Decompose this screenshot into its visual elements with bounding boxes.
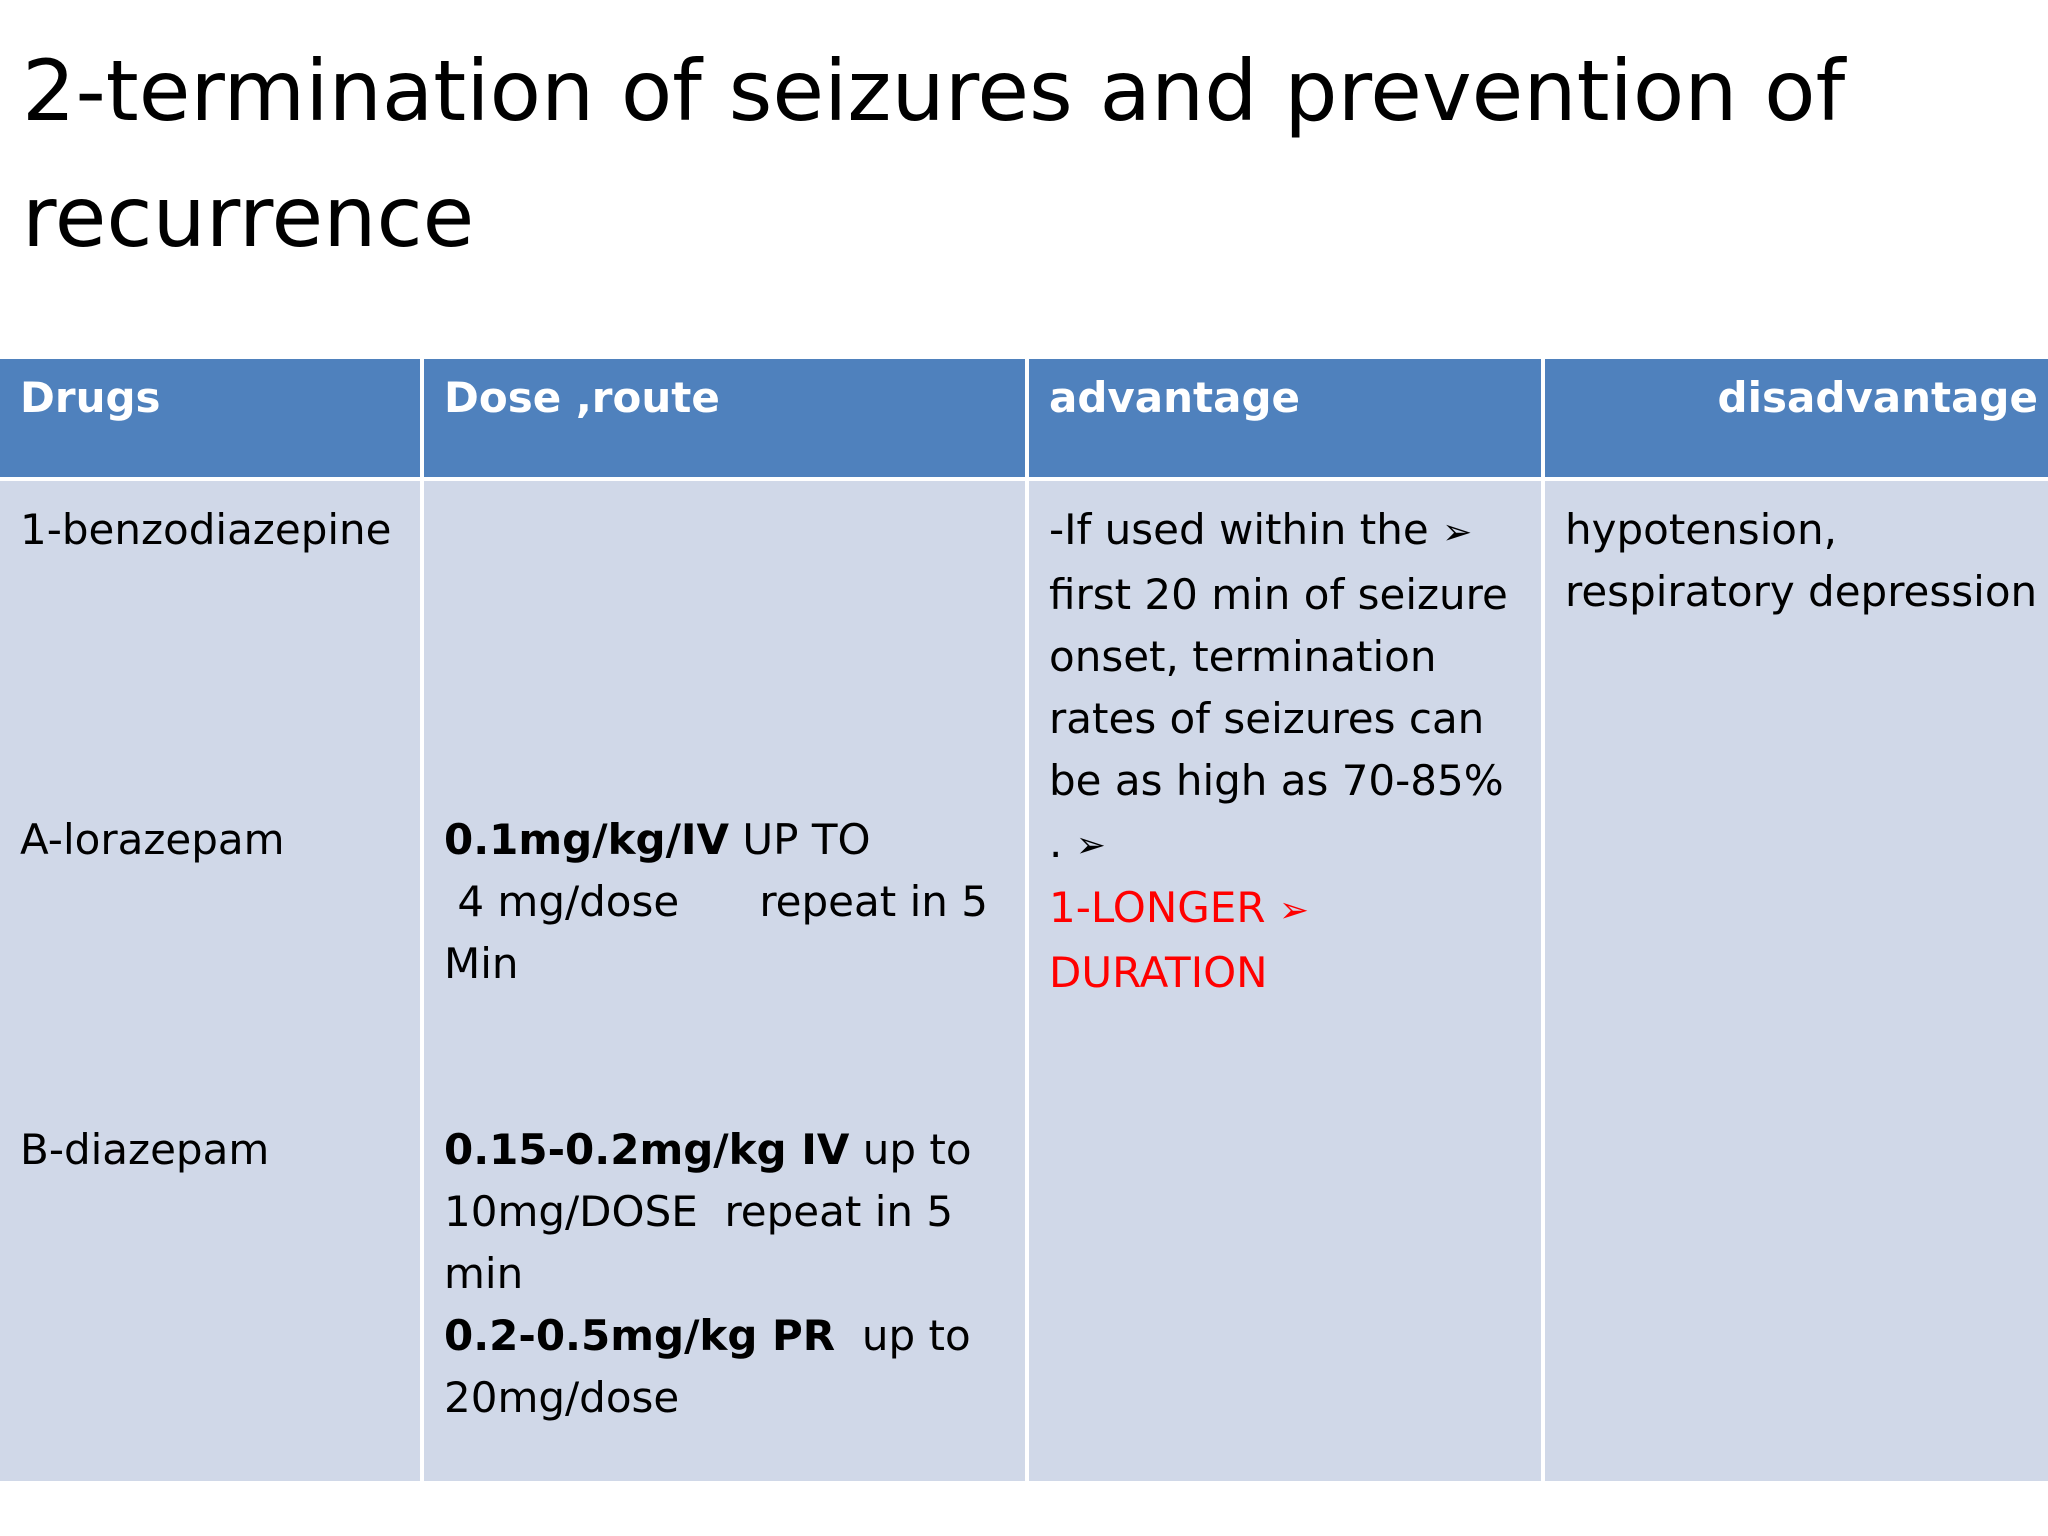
diazepam-iv-line2: 10mg/DOSE repeat in 5 <box>444 1187 954 1236</box>
arrow-bullet-icon: ➢ <box>1278 890 1310 931</box>
table-row <box>0 481 2048 1481</box>
table-header-row <box>0 359 2048 477</box>
advantage-line5: be as high as 70-85% <box>1049 756 1504 805</box>
lorazepam-dose-bold: 0.1mg/kg/IV <box>444 815 730 864</box>
disadvantage-cell <box>1545 481 2048 1481</box>
drug-table <box>0 355 2048 1485</box>
header-drugs: Drugs <box>0 359 420 477</box>
diazepam-pr-line2: 20mg/dose <box>444 1373 680 1422</box>
advantage-line2: first 20 min of seizure <box>1049 570 1508 619</box>
drug-benzodiazepine: 1-benzodiazepine <box>20 505 392 554</box>
diazepam-pr-bold: 0.2-0.5mg/kg PR <box>444 1311 836 1360</box>
drugs-cell <box>0 481 420 1481</box>
lorazepam-dose-line2: 4 mg/dose repeat in 5 <box>444 877 988 926</box>
diazepam-iv-bold: 0.15-0.2mg/kg IV <box>444 1125 850 1174</box>
slide-title: 2-termination of seizures and prevention of recurrence <box>22 42 1846 266</box>
lorazepam-dose-line3: Min <box>444 939 519 988</box>
advantage-red-line2: DURATION <box>1049 948 1268 997</box>
disadvantage-line2: respiratory depression <box>1565 567 2038 616</box>
drug-table-container <box>0 359 2046 1489</box>
advantage-line3: onset, termination <box>1049 632 1437 681</box>
advantage-red-line1: 1-LONGER ➢ <box>1049 883 1310 932</box>
dose-route-cell <box>424 481 1025 1481</box>
advantage-line1: -If used within the ➢ <box>1049 505 1473 554</box>
lorazepam-dose-line1: 0.1mg/kg/IV UP TO <box>444 815 871 864</box>
diazepam-iv-line1: 0.15-0.2mg/kg IV up to <box>444 1125 972 1174</box>
diazepam-iv-line3: min <box>444 1249 524 1298</box>
diazepam-pr-line1: 0.2-0.5mg/kg PR up to <box>444 1311 971 1360</box>
arrow-bullet-icon: ➢ <box>1075 825 1106 866</box>
drug-diazepam: B-diazepam <box>20 1125 270 1174</box>
header-disadvantage: disadvantage <box>1545 359 2048 477</box>
disadvantage-line1: hypotension, <box>1565 505 1837 554</box>
arrow-bullet-icon: ➢ <box>1442 512 1473 553</box>
header-advantage: advantage <box>1029 359 1541 477</box>
advantage-cell <box>1029 481 1541 1481</box>
advantage-line6: . ➢ <box>1049 818 1106 867</box>
header-dose-route: Dose ,route <box>424 359 1025 477</box>
drug-lorazepam: A-lorazepam <box>20 815 285 864</box>
advantage-line4: rates of seizures can <box>1049 694 1485 743</box>
